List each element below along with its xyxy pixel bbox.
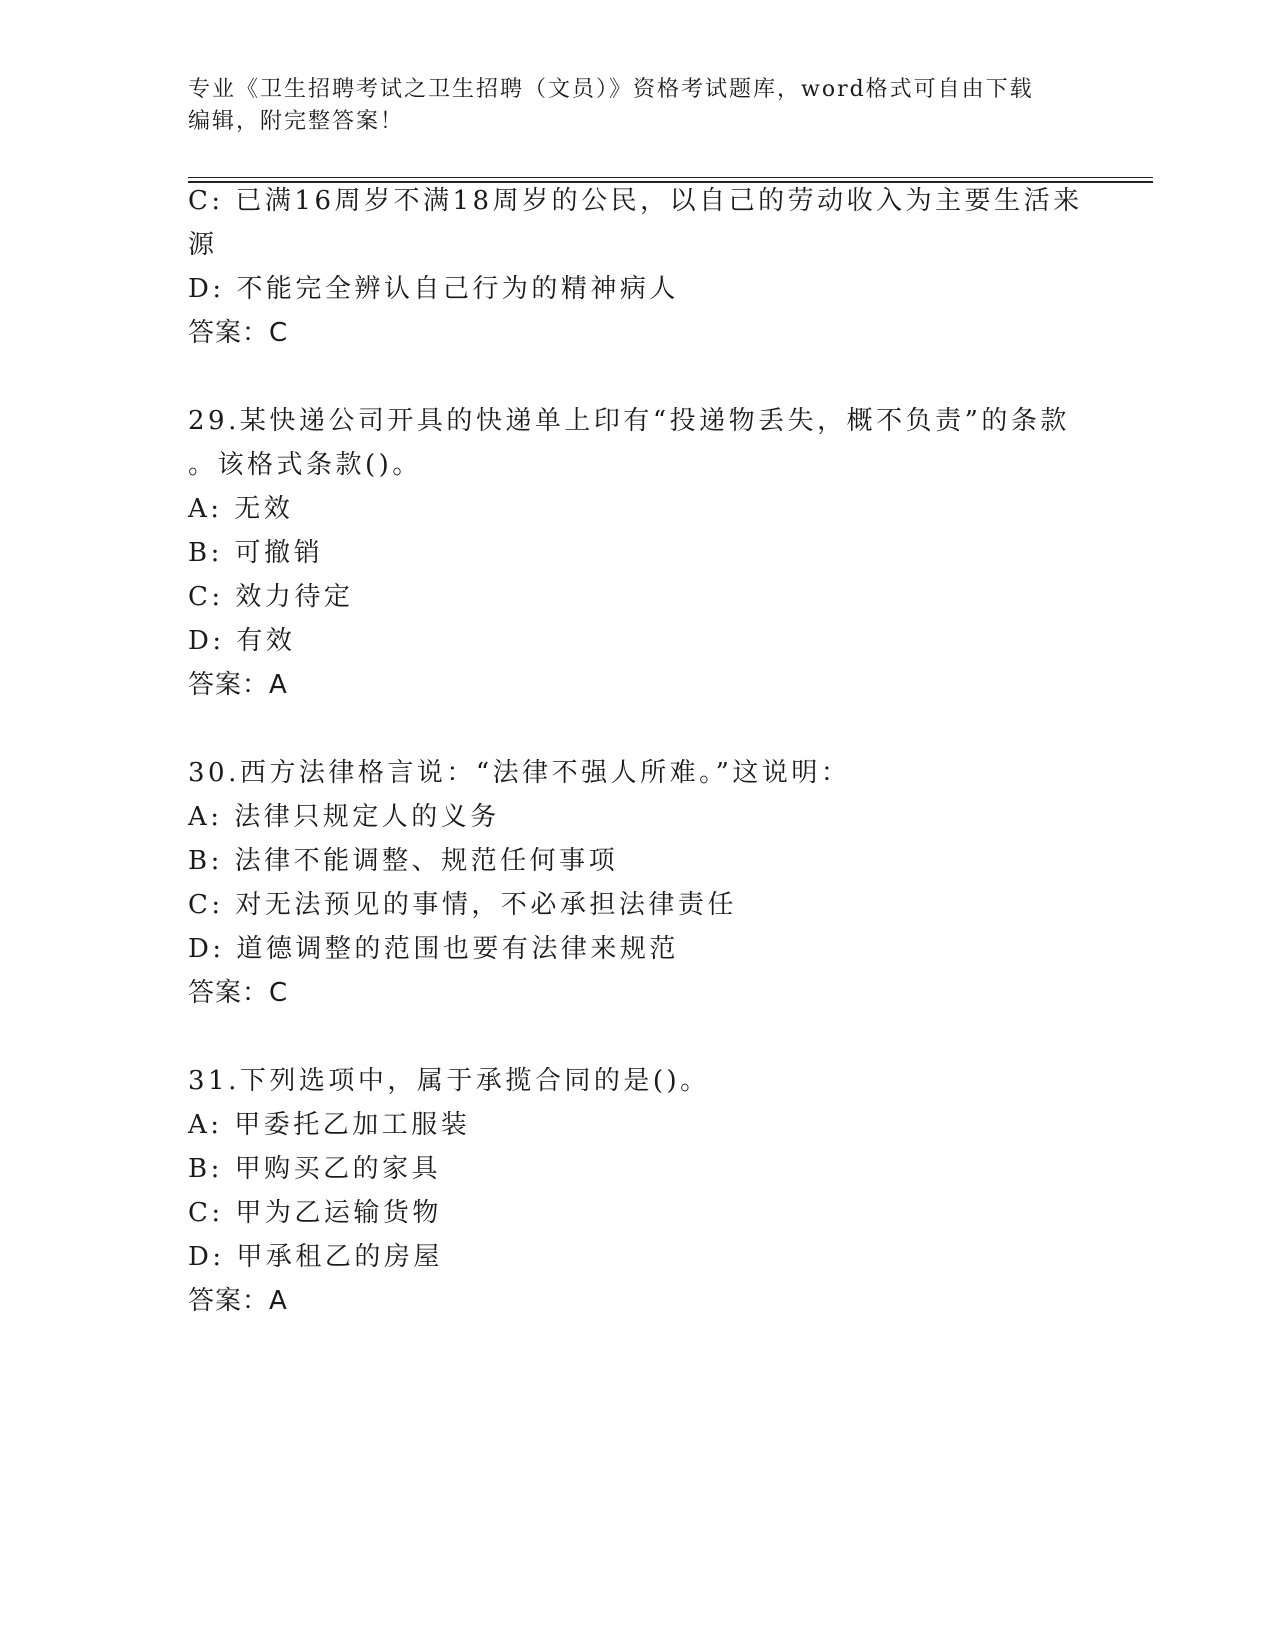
q30-option-b: B: 法律不能调整、规范任何事项 — [188, 846, 619, 876]
q31-stem: 31.下列选项中，属于承揽合同的是()。 — [188, 1066, 710, 1096]
header-divider-thick — [188, 181, 1153, 183]
q31-option-a: A: 甲委托乙加工服装 — [188, 1110, 471, 1140]
q31-option-d: D: 甲承租乙的房屋 — [188, 1242, 443, 1272]
header-divider-thin — [188, 177, 1153, 178]
prev-option-c-line-2: 源 — [188, 230, 218, 260]
header-line-1: 专业《卫生招聘考试之卫生招聘（文员）》资格考试题库，word格式可自由下载 — [188, 77, 1034, 102]
q29-option-a: A: 无效 — [188, 494, 294, 524]
q29-stem-line-1: 29.某快递公司开具的快递单上印有“投递物丢失，概不负责”的条款 — [188, 406, 1070, 436]
q30-option-c: C: 对无法预见的事情，不必承担法律责任 — [188, 890, 737, 920]
q30-answer: 答案：C — [188, 978, 289, 1008]
q31-answer: 答案：A — [188, 1286, 288, 1316]
q29-stem-line-2: 。该格式条款()。 — [188, 450, 422, 480]
prev-option-d: D: 不能完全辨认自己行为的精神病人 — [188, 274, 679, 304]
q31-option-b: B: 甲购买乙的家具 — [188, 1154, 442, 1184]
header-line-2: 编辑，附完整答案！ — [188, 109, 405, 134]
prev-option-c-line-1: C: 已满16周岁不满18周岁的公民，以自己的劳动收入为主要生活来 — [188, 186, 1083, 216]
q29-option-b: B: 可撤销 — [188, 538, 324, 568]
q30-option-d: D: 道德调整的范围也要有法律来规范 — [188, 934, 679, 964]
document-header — [188, 74, 1068, 138]
prev-answer: 答案：C — [188, 318, 289, 348]
q29-option-d: D: 有效 — [188, 626, 296, 656]
q31-option-c: C: 甲为乙运输货物 — [188, 1198, 442, 1228]
q29-answer: 答案：A — [188, 670, 288, 700]
q29-option-c: C: 效力待定 — [188, 582, 354, 612]
q30-option-a: A: 法律只规定人的义务 — [188, 802, 500, 832]
q30-stem: 30.西方法律格言说：“法律不强人所难。”这说明： — [188, 758, 851, 788]
